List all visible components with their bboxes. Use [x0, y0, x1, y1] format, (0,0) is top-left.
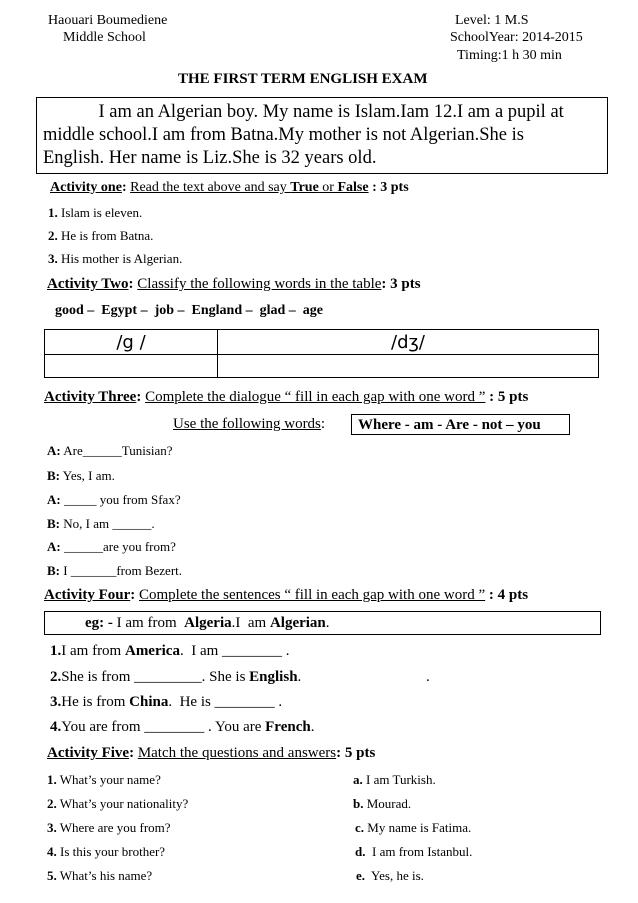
dialogue-line: A: Are______Tunisian?: [47, 443, 173, 458]
dialogue-line: B: No, I am ______.: [47, 516, 155, 531]
activity1-item: 2. He is from Batna.: [48, 228, 154, 243]
exam-title: THE FIRST TERM ENGLISH EXAM: [178, 71, 428, 87]
sentence-item: 3.He is from China. He is ________ .: [50, 694, 283, 710]
table-header-g: /g /: [45, 330, 218, 355]
school-type: Middle School: [63, 30, 146, 45]
dialogue-line: B: I _______from Bezert.: [47, 563, 183, 578]
activity4-heading: Activity Four: Complete the sentences “ fill in each gap with one word ” : 4 pts: [44, 587, 529, 603]
sentence-trailing-period: .: [426, 669, 430, 685]
answer-item: b. Mourad.: [353, 796, 412, 811]
activity1-item: 3. His mother is Algerian.: [48, 251, 183, 266]
dialogue-line: B: Yes, I am.: [47, 468, 115, 483]
classification-table: [44, 329, 599, 378]
table-cell-g: [45, 355, 218, 378]
passage-line-2: middle school.I am from Batna.My mother is not Algerian.She is: [43, 125, 524, 145]
answer-item: e. Yes, he is.: [356, 868, 424, 883]
answer-item: d. I am from Istanbul.: [355, 844, 473, 859]
question-item: 2. What’s your nationality?: [47, 796, 189, 811]
activity2-heading: Activity Two: Classify the following words in the table: 3 pts: [47, 276, 421, 292]
timing: Timing:1 h 30 min: [457, 48, 562, 63]
question-item: 4. Is this your brother?: [47, 844, 166, 859]
activity3-use-label: Use the following words:: [173, 416, 326, 432]
question-item: 1. What’s your name?: [47, 772, 161, 787]
level: Level: 1 M.S: [455, 13, 529, 28]
word-bank-box: Where - am - Are - not – you: [351, 414, 570, 435]
sentence-item: 2.She is from _________. She is English.: [50, 669, 302, 685]
dialogue-line: A: ______are you from?: [47, 539, 176, 554]
activity2-word-list: good – Egypt – job – England – glad – age: [55, 303, 323, 318]
school-year: SchoolYear: 2014-2015: [450, 30, 583, 45]
school-name: Haouari Boumediene: [48, 13, 168, 28]
question-item: 3. Where are you from?: [47, 820, 171, 835]
activity1-item: 1. Islam is eleven.: [48, 205, 143, 220]
table-header-dz: /dʒ/: [218, 330, 599, 355]
passage-line-3: English. Her name is Liz.She is 32 years old.: [43, 148, 377, 168]
sentence-item: 4.You are from ________ . You are French.: [50, 719, 315, 735]
answer-item: c. My name is Fatima.: [355, 820, 472, 835]
activity5-heading: Activity Five: Match the questions and answers: 5 pts: [47, 745, 376, 761]
activity1-heading: Activity one: Read the text above and say True or False : 3 pts: [50, 180, 409, 195]
answer-item: a. I am Turkish.: [353, 772, 436, 787]
dialogue-line: A: _____ you from Sfax?: [47, 492, 181, 507]
reading-passage: [36, 97, 608, 174]
table-cell-dz: [218, 355, 599, 378]
example-box: eg: - I am from Algeria.I am Algerian.: [44, 611, 601, 635]
sentence-item: 1.I am from America. I am ________ .: [50, 643, 290, 659]
question-item: 5. What’s his name?: [47, 868, 153, 883]
passage-line-1: I am an Algerian boy. My name is Islam.Iam 12.I am a pupil at: [98, 102, 564, 122]
activity3-heading: Activity Three: Complete the dialogue “ fill in each gap with one word ” : 5 pts: [44, 389, 529, 405]
